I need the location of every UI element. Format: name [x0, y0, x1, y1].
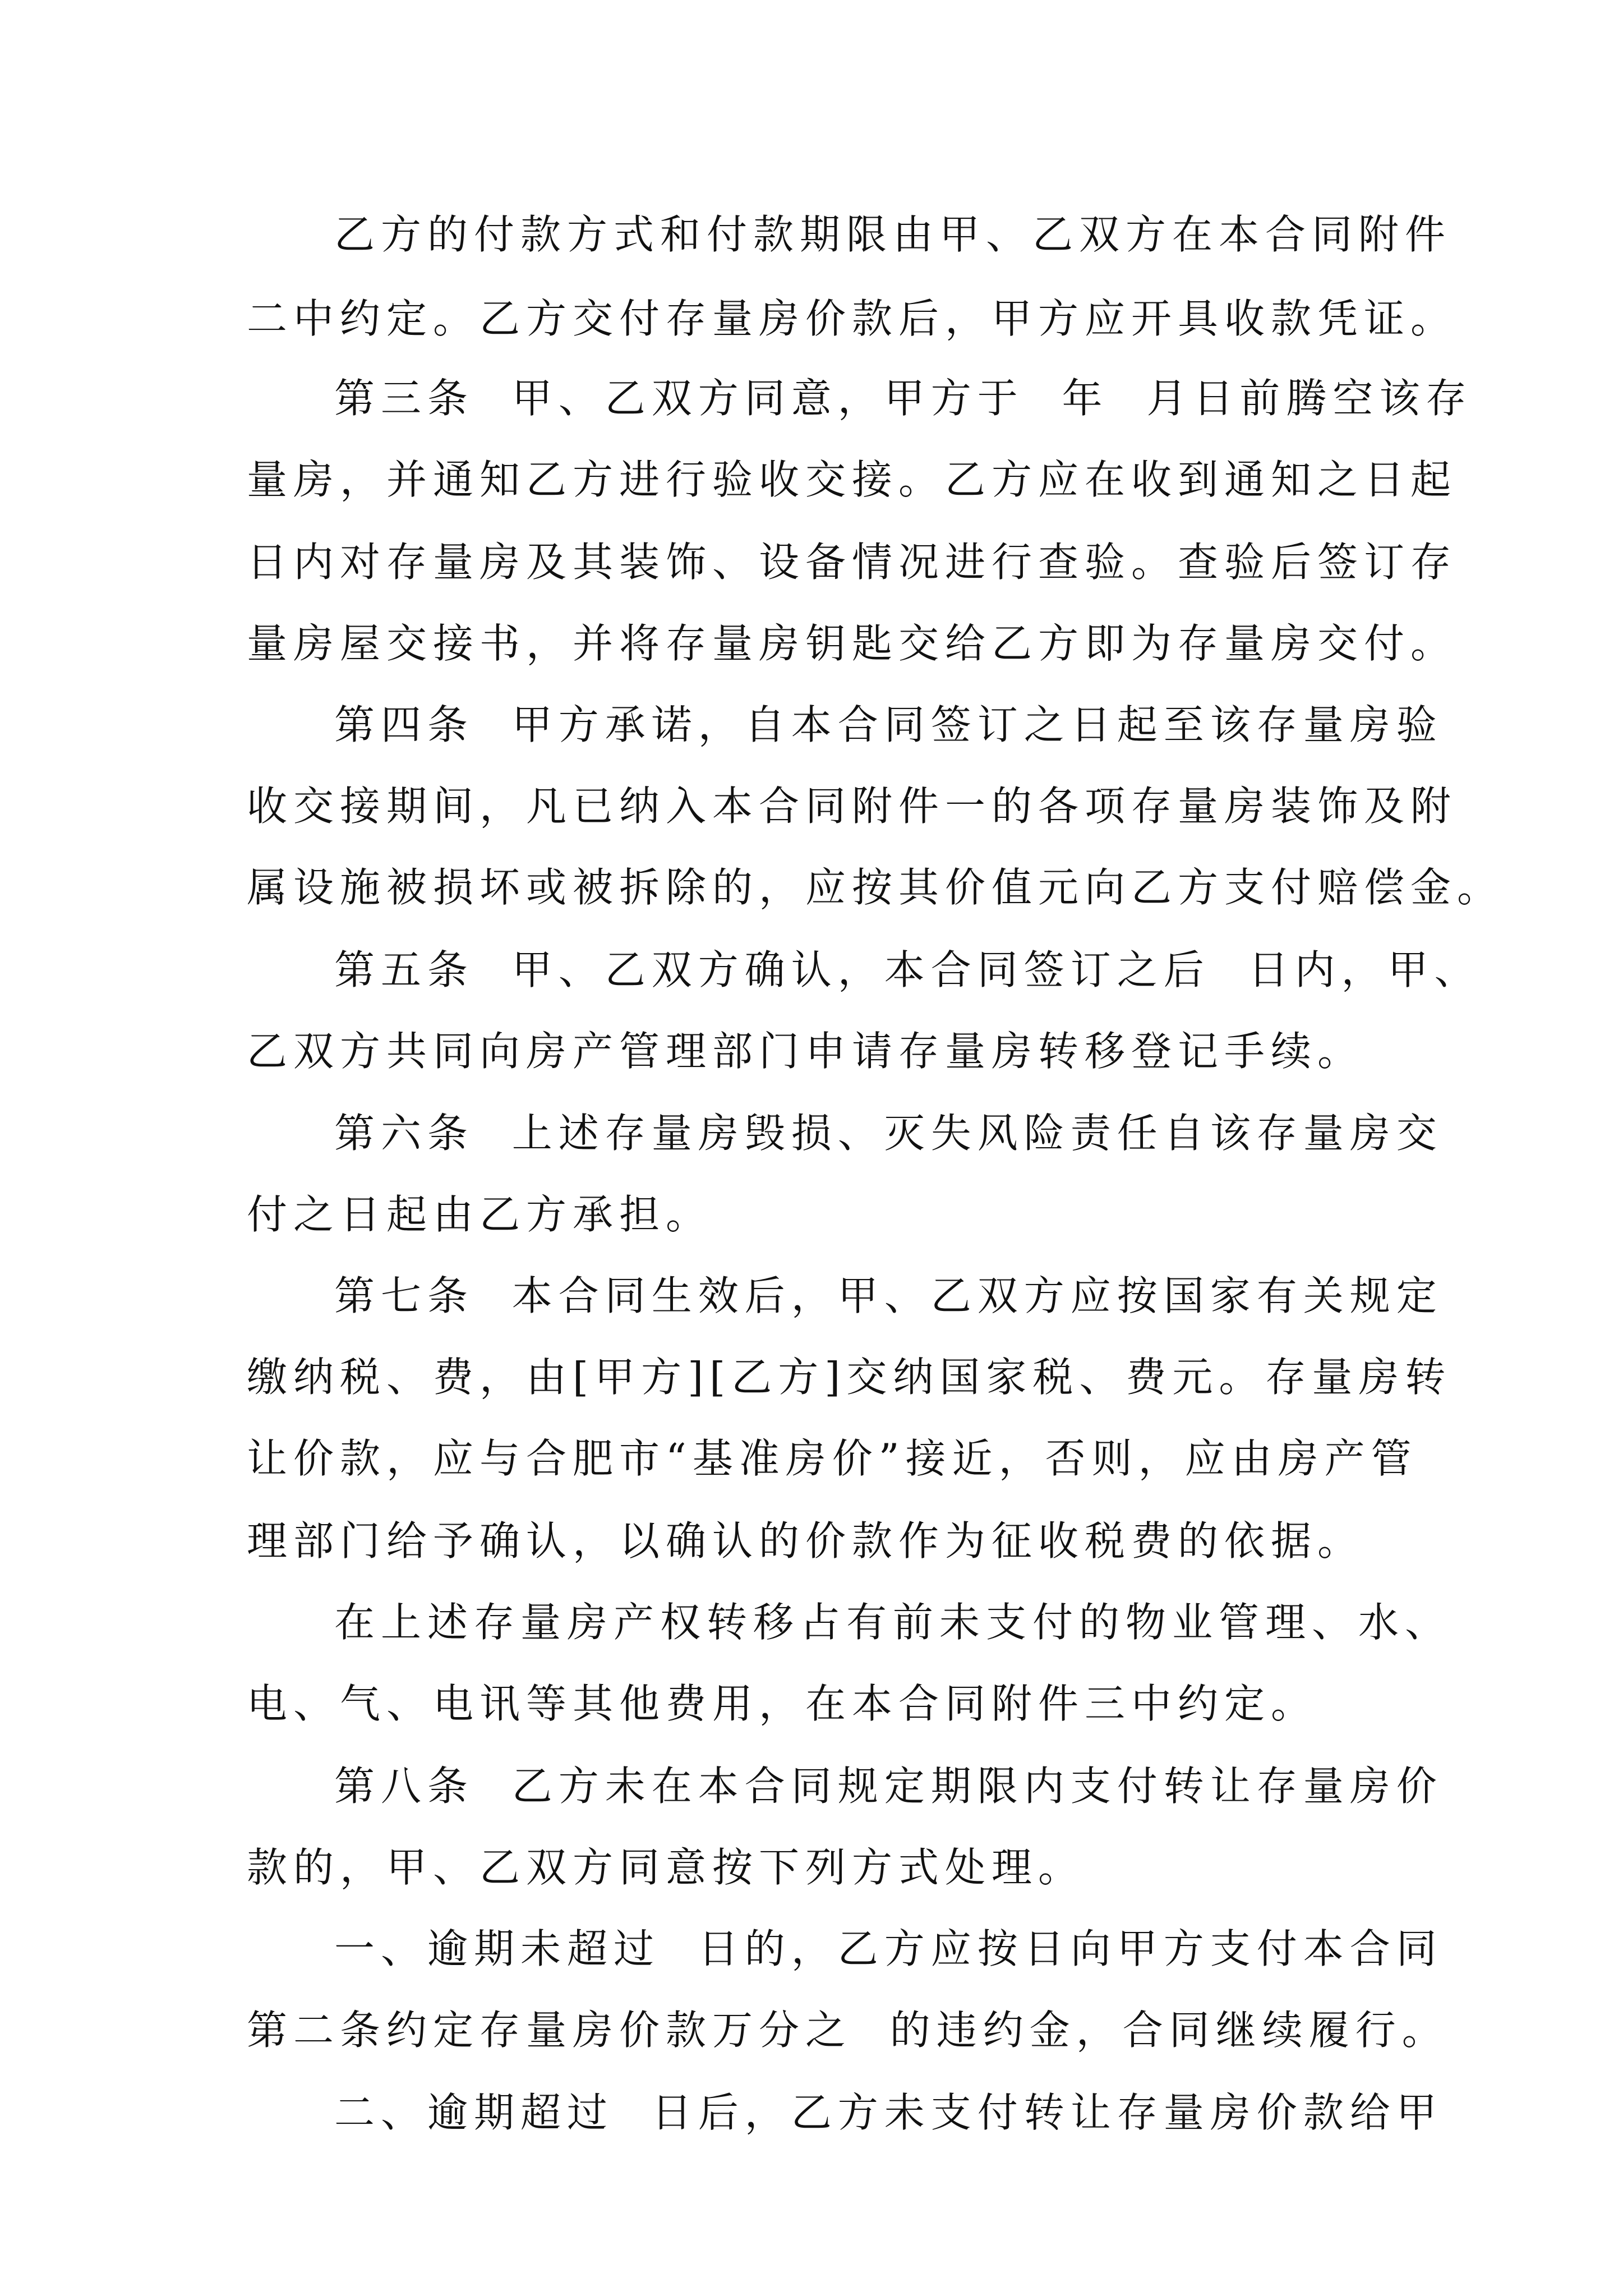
- text-line: 缴纳税、费，由[甲方][乙方]交纳国家税、费元。存量房转: [247, 1354, 1452, 1401]
- text-line: 第六条 上述存量房毁损、灭失风险责任自该存量房交: [334, 1110, 1443, 1157]
- text-line: 二、逾期超过 日后，乙方未支付转让存量房价款给甲: [334, 2089, 1443, 2136]
- text-line: 付之日起由乙方承担。: [247, 1191, 713, 1238]
- text-line: 二中约定。乙方交付存量房价款后，甲方应开具收款凭证。: [247, 295, 1458, 342]
- text-line: 第五条 甲、乙双方确认，本合同签订之后 日内，甲、: [334, 946, 1481, 993]
- text-line: 电、气、电讯等其他费用，在本合同附件三中约定。: [247, 1680, 1318, 1727]
- text-line: 一、逾期未超过 日的，乙方应按日向甲方支付本合同: [334, 1925, 1443, 1972]
- text-line: 日内对存量房及其装饰、设备情况进行查验。查验后签订存: [247, 539, 1458, 586]
- text-line: 量房，并通知乙方进行验收交接。乙方应在收到通知之日起: [247, 456, 1458, 503]
- text-line: 第八条 乙方未在本合同规定期限内支付转让存量房价: [334, 1763, 1443, 1810]
- text-line: 第三条 甲、乙双方同意，甲方于 年 月日前腾空该存: [334, 375, 1473, 422]
- text-line: 第七条 本合同生效后，甲、乙双方应按国家有关规定: [334, 1272, 1443, 1319]
- text-line: 第二条约定存量房价款万分之 的违约金，合同继续履行。: [247, 2007, 1449, 2054]
- text-line: 第四条 甲方承诺，自本合同签订之日起至该存量房验: [334, 701, 1443, 748]
- text-line: 乙双方共同向房产管理部门申请存量房转移登记手续。: [247, 1028, 1364, 1075]
- text-line: 让价款，应与合肥市“基准房价”接近，否则，应由房产管: [247, 1435, 1418, 1482]
- text-line: 在上述存量房产权转移占有前未支付的物业管理、水、: [334, 1599, 1452, 1646]
- text-line: 收交接期间，凡已纳入本合同附件一的各项存量房装饰及附: [247, 783, 1458, 830]
- text-line: 量房屋交接书，并将存量房钥匙交给乙方即为存量房交付。: [247, 620, 1458, 667]
- text-line: 理部门给予确认，以确认的价款作为征收税费的依据。: [247, 1517, 1364, 1565]
- text-line: 款的，甲、乙双方同意按下列方式处理。: [247, 1844, 1085, 1891]
- text-line: 乙方的付款方式和付款期限由甲、乙双方在本合同附件: [334, 211, 1452, 258]
- text-line: 属设施被损坏或被拆除的，应按其价值元向乙方支付赔偿金。: [247, 864, 1504, 911]
